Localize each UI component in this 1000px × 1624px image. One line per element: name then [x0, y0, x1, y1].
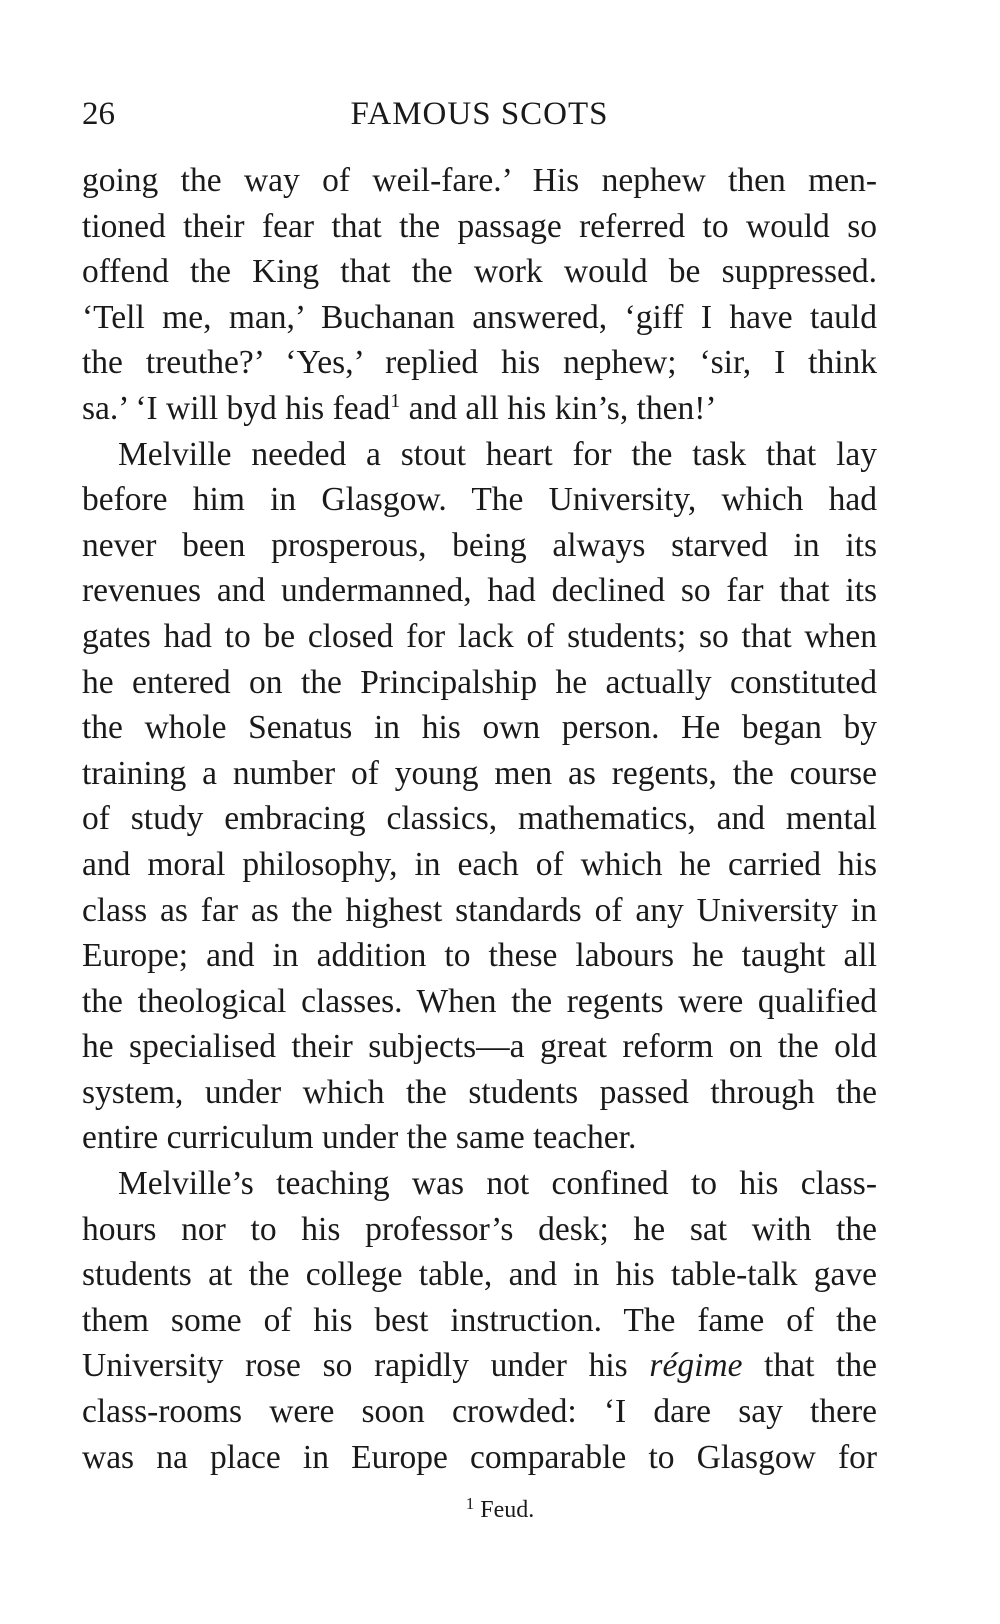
- text-line: tioned their fear that the passage referred to would so: [82, 207, 877, 245]
- italic-word: régime: [649, 1347, 743, 1385]
- text-line: hours nor to his professor’s desk; he sat with the: [82, 1210, 877, 1248]
- text-line: class as far as the highest standards of any University in: [82, 891, 877, 929]
- text-line: gates had to be closed for lack of students; so that when: [82, 617, 877, 655]
- page-header: [82, 92, 877, 136]
- text-line: system, under which the students passed through the: [82, 1073, 877, 1111]
- text-fragment: that the: [742, 1347, 877, 1385]
- text-line: Europe; and in addition to these labours he taught all: [82, 937, 877, 975]
- text-line: and moral philosophy, in each of which he carried his: [82, 845, 877, 883]
- text-line: ‘Tell me, man,’ Buchanan answered, ‘giff I have tauld: [82, 298, 877, 336]
- text-fragment: University rose so rapidly under his: [82, 1347, 628, 1385]
- text-line: the treuthe?’ ‘Yes,’ replied his nephew; ‘sir, I think: [82, 344, 877, 382]
- text-line: [82, 1343, 877, 1389]
- text-line: class-rooms were soon crowded: ‘I dare say there: [82, 1393, 877, 1431]
- text-fragment: sa.’ ‘I will byd his fead: [82, 389, 391, 427]
- text-line: he specialised their subjects—a great reform on the old: [82, 1028, 877, 1066]
- text-line: the whole Senatus in his own person. He began by: [82, 709, 877, 747]
- text-line: was na place in Europe comparable to Glasgow for: [82, 1438, 877, 1476]
- text-line: training a number of young men as regents, the course: [82, 754, 877, 792]
- text-line: of study embracing classics, mathematics, and mental: [82, 800, 877, 838]
- text-line: never been prosperous, being always starved in its: [82, 526, 877, 564]
- body-text: [82, 158, 877, 1480]
- text-line: Melville needed a stout heart for the task that lay: [118, 435, 877, 473]
- text-line: offend the King that the work would be suppressed.: [82, 253, 877, 291]
- footnote: [0, 1495, 1000, 1525]
- footnote-reference: 1: [390, 389, 401, 412]
- page-number: 26: [82, 96, 115, 132]
- text-line: before him in Glasgow. The University, which had: [82, 481, 877, 519]
- footnote-text: Feud.: [474, 1497, 535, 1523]
- text-line: [82, 386, 877, 432]
- text-fragment: and all his kin’s, then!’: [400, 389, 717, 427]
- text-line: them some of his best instruction. The fame of the: [82, 1301, 877, 1339]
- text-line: he entered on the Principalship he actually constituted: [82, 663, 877, 701]
- text-line: entire curriculum under the same teacher.: [82, 1119, 637, 1157]
- running-title: FAMOUS SCOTS: [350, 96, 609, 132]
- text-line: the theological classes. When the regents were qualified: [82, 982, 877, 1020]
- text-line: students at the college table, and in his table-talk gave: [82, 1256, 877, 1294]
- footnote-marker: 1: [465, 1494, 475, 1513]
- text-line: going the way of weil-fare.’ His nephew then men-: [82, 162, 877, 199]
- text-line: Melville’s teaching was not confined to his class-: [118, 1165, 877, 1203]
- text-line: revenues and undermanned, had declined so far that its: [82, 572, 877, 610]
